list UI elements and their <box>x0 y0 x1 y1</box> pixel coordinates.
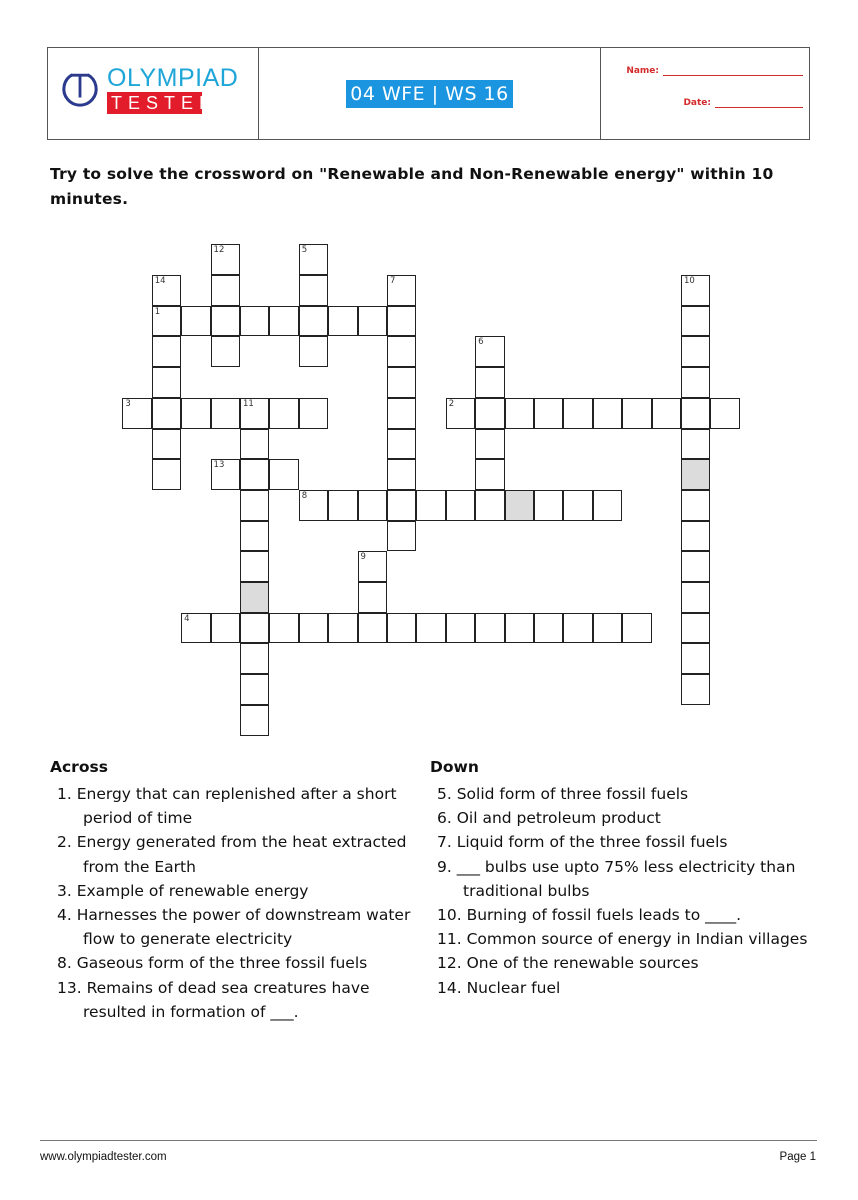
crossword-cell[interactable] <box>152 306 181 337</box>
crossword-cell[interactable] <box>387 275 416 306</box>
clue-number: 11 <box>242 398 254 409</box>
crossword-cell[interactable] <box>240 551 269 582</box>
crossword-cell[interactable] <box>681 429 710 460</box>
crossword-cell[interactable] <box>299 490 328 521</box>
down-clue: 9. ___ bulbs use upto 75% less electricity than traditional bulbs <box>437 857 796 900</box>
crossword-cell[interactable] <box>299 336 328 367</box>
crossword-cell[interactable] <box>299 613 328 644</box>
crossword-cell[interactable] <box>181 398 210 429</box>
crossword-cell[interactable] <box>240 674 269 705</box>
crossword-cell[interactable] <box>269 459 298 490</box>
clue-number: 3 <box>125 398 131 409</box>
crossword-cell[interactable] <box>416 613 445 644</box>
footer-divider <box>40 1140 817 1141</box>
crossword-cell[interactable] <box>328 306 357 337</box>
clue-number: 7 <box>389 276 396 287</box>
down-heading: Down <box>430 758 479 776</box>
crossword-cell[interactable] <box>358 551 387 582</box>
across-clue: 8. Gaseous form of the three fossil fuels <box>57 954 368 973</box>
crossword-cell[interactable] <box>446 490 475 521</box>
crossword-cell[interactable] <box>681 643 710 674</box>
crossword-cell[interactable] <box>152 367 181 398</box>
crossword-cell[interactable] <box>240 459 269 490</box>
crossword-cell[interactable] <box>563 490 592 521</box>
crossword-cell[interactable] <box>211 275 240 306</box>
crossword-cell[interactable] <box>681 398 710 429</box>
logo-ring-icon <box>61 69 99 107</box>
across-clue: 2. Energy generated from the heat extracted from the Earth <box>57 833 407 876</box>
crossword-cell[interactable] <box>240 429 269 460</box>
across-clue: 3. Example of renewable energy <box>57 881 309 900</box>
worksheet-header <box>47 47 810 140</box>
name-label: Name: <box>626 66 659 76</box>
crossword-cell[interactable] <box>240 521 269 552</box>
page-number: Page 1 <box>779 1151 816 1163</box>
crossword-cell[interactable] <box>534 613 563 644</box>
crossword-cell[interactable] <box>122 398 151 429</box>
crossword-cell[interactable] <box>211 459 240 490</box>
crossword-cell[interactable] <box>387 306 416 337</box>
down-clue: 10. Burning of fossil fuels leads to ____. <box>437 906 742 925</box>
crossword-cell[interactable] <box>416 490 445 521</box>
crossword-cell[interactable] <box>211 336 240 367</box>
crossword-cell[interactable] <box>505 398 534 429</box>
crossword-cell[interactable] <box>358 582 387 613</box>
crossword-cell[interactable] <box>211 244 240 275</box>
across-clues <box>50 756 420 1024</box>
clue-number: 1 <box>154 306 161 317</box>
logo <box>48 48 259 139</box>
crossword-cell[interactable] <box>299 306 328 337</box>
clue-number: 9 <box>360 552 366 563</box>
date-field[interactable] <box>683 98 803 108</box>
down-clue: 6. Oil and petroleum product <box>437 809 661 828</box>
crossword-cell[interactable] <box>240 398 269 429</box>
crossword-cell[interactable] <box>622 398 651 429</box>
crossword-cell[interactable] <box>534 398 563 429</box>
crossword-cell[interactable] <box>475 398 504 429</box>
crossword-cell[interactable] <box>387 367 416 398</box>
footer-website: www.olympiadtester.com <box>40 1151 167 1163</box>
crossword-cell[interactable] <box>505 490 534 521</box>
crossword-cell[interactable] <box>681 336 710 367</box>
crossword-cell[interactable] <box>681 490 710 521</box>
crossword-cell[interactable] <box>240 582 269 613</box>
crossword-cell[interactable] <box>681 582 710 613</box>
clue-number: 12 <box>213 245 225 256</box>
crossword-cell[interactable] <box>681 367 710 398</box>
crossword-cell[interactable] <box>181 306 210 337</box>
crossword-cell[interactable] <box>534 490 563 521</box>
date-label: Date: <box>683 98 711 108</box>
student-info <box>601 48 809 139</box>
crossword-cell[interactable] <box>681 306 710 337</box>
crossword-cell[interactable] <box>593 398 622 429</box>
crossword-cell[interactable] <box>652 398 681 429</box>
clue-number: 4 <box>184 613 190 624</box>
clue-number: 8 <box>301 490 308 501</box>
crossword-cell[interactable] <box>240 613 269 644</box>
instructions: Try to solve the crossword on "Renewable and Non-Renewable energy" within 10 minutes. <box>50 165 774 208</box>
crossword-cell[interactable] <box>387 459 416 490</box>
crossword-cell[interactable] <box>328 490 357 521</box>
crossword-cell[interactable] <box>269 306 298 337</box>
logo-text-olympiad: OLYMPIAD <box>107 64 239 92</box>
crossword-cell[interactable] <box>475 336 504 367</box>
crossword-cell[interactable] <box>681 674 710 705</box>
worksheet-title: 04 WFE | WS 16 <box>346 80 512 108</box>
crossword-cell[interactable] <box>475 429 504 460</box>
down-clues <box>430 756 820 1000</box>
logo-text-tester: TESTER <box>107 92 202 114</box>
crossword-cell[interactable] <box>710 398 739 429</box>
crossword-cell[interactable] <box>211 613 240 644</box>
crossword-cell[interactable] <box>240 490 269 521</box>
down-clue: 12. One of the renewable sources <box>437 954 699 973</box>
across-clue: 1. Energy that can replenished after a short period of time <box>57 785 397 828</box>
down-clue: 11. Common source of energy in Indian villages <box>437 930 808 949</box>
crossword-cell[interactable] <box>387 490 416 521</box>
crossword-cell[interactable] <box>240 705 269 736</box>
crossword-cell[interactable] <box>681 459 710 490</box>
crossword-cell[interactable] <box>387 521 416 552</box>
clue-number: 2 <box>448 398 455 409</box>
crossword-cell[interactable] <box>328 613 357 644</box>
crossword-cell[interactable] <box>240 306 269 337</box>
crossword-cell[interactable] <box>299 275 328 306</box>
name-field[interactable] <box>626 66 803 76</box>
crossword-cell[interactable] <box>681 521 710 552</box>
clue-number: 13 <box>213 460 225 471</box>
clue-number: 10 <box>683 276 695 287</box>
crossword-cell[interactable] <box>681 275 710 306</box>
down-clue: 5. Solid form of three fossil fuels <box>437 785 689 803</box>
crossword-cell[interactable] <box>181 613 210 644</box>
crossword-cell[interactable] <box>152 459 181 490</box>
crossword-cell[interactable] <box>475 613 504 644</box>
crossword-cell[interactable] <box>152 398 181 429</box>
across-clue: 13. Remains of dead sea creatures have resulted in formation of ___. <box>57 978 370 1021</box>
crossword-cell[interactable] <box>563 613 592 644</box>
title-cell <box>259 48 601 139</box>
down-clue: 7. Liquid form of the three fossil fuels <box>437 833 728 852</box>
name-line[interactable] <box>663 75 803 76</box>
crossword-cell[interactable] <box>593 613 622 644</box>
crossword-cell[interactable] <box>387 336 416 367</box>
crossword-cell[interactable] <box>475 459 504 490</box>
crossword-cell[interactable] <box>446 398 475 429</box>
crossword-cell[interactable] <box>211 306 240 337</box>
clue-number: 14 <box>154 276 166 287</box>
crossword-cell[interactable] <box>387 398 416 429</box>
crossword-cell[interactable] <box>358 490 387 521</box>
crossword-cell[interactable] <box>446 613 475 644</box>
crossword-cell[interactable] <box>269 398 298 429</box>
crossword-cell[interactable] <box>593 490 622 521</box>
date-line[interactable] <box>715 107 803 108</box>
crossword-cell[interactable] <box>387 613 416 644</box>
down-clue: 14. Nuclear fuel <box>437 978 561 997</box>
crossword-cell[interactable] <box>152 275 181 306</box>
crossword-cell[interactable] <box>387 429 416 460</box>
crossword-cell[interactable] <box>211 398 240 429</box>
across-clue: 4. Harnesses the power of downstream water flow to generate electricity <box>57 906 411 949</box>
crossword-cell[interactable] <box>269 613 298 644</box>
crossword-cell[interactable] <box>681 613 710 644</box>
crossword-cell[interactable] <box>152 429 181 460</box>
crossword-cell[interactable] <box>563 398 592 429</box>
crossword-cell[interactable] <box>622 613 651 644</box>
crossword-cell[interactable] <box>505 613 534 644</box>
clue-number: 6 <box>478 337 484 348</box>
crossword-cell[interactable] <box>299 398 328 429</box>
clue-number: 5 <box>301 245 308 256</box>
crossword-cell[interactable] <box>152 336 181 367</box>
crossword-cell[interactable] <box>240 643 269 674</box>
crossword-cell[interactable] <box>358 306 387 337</box>
crossword-cell[interactable] <box>475 490 504 521</box>
crossword-cell[interactable] <box>475 367 504 398</box>
across-heading: Across <box>50 758 108 776</box>
crossword-cell[interactable] <box>299 244 328 275</box>
crossword-cell[interactable] <box>681 551 710 582</box>
crossword-cell[interactable] <box>358 613 387 644</box>
